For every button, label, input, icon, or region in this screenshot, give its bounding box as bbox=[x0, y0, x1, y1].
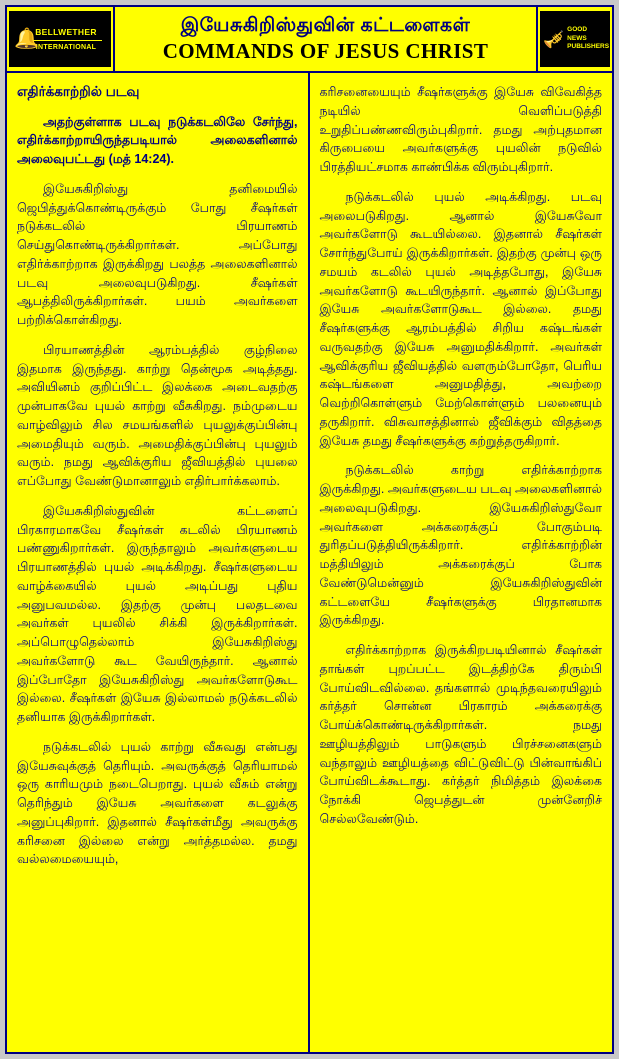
paragraph: நடுக்கடலில் காற்று எதிர்க்காற்றாக இருக்கிறது. அவர்களுடைய படவு அலைகளினால் அலைவுபடுகிறது. இயேசுகிறிஸ்துவோ அவர்களை அக்கரைக்குப் போகும்படி துரிதப்படுத்தியிருக்கிறார். எதிர்க்காற்றின் மத்தியிலும் அக்கரைக்குப் போக வேண்டுமென்னும் இயேசுகிறிஸ்துவின் கட்டளையே சீஷர்களுக்கு பிரதானமாக இருக்கிறது. bbox=[319, 463, 602, 628]
logo-left-divider bbox=[30, 40, 102, 41]
paragraph: இயேசுகிறிஸ்து தனிமையில் ஜெபித்துக்கொண்டிருக்கும் போது சீஷர்கள் நடுக்கடலில் பிரயாணம் செய்துகொண்டிருக்கிறார்கள். அப்போது எதிர்க்காற்றாக இருக்கிறது பலத்த அலைகளினால் படவு அலைவுபடுகிறது. சீஷர்கள் ஆபத்திலிருக்கிறார்கள். பயம் அவர்களை பற்றிக்கொள்கிறது. bbox=[17, 181, 298, 328]
page-title-english: COMMANDS OF JESUS CHRIST bbox=[162, 38, 489, 63]
logo-right-line3: PUBLISHERS bbox=[567, 43, 610, 51]
logo-left-line2: INTERNATIONAL bbox=[35, 44, 97, 51]
section-heading: எதிர்க்காற்றில் படவு bbox=[17, 84, 140, 99]
logo-left-line1: BELLWETHER bbox=[35, 27, 97, 37]
logo-right-line1: GOOD bbox=[567, 25, 588, 33]
left-column bbox=[7, 73, 310, 1052]
title-block bbox=[115, 7, 536, 71]
page-title-tamil: இயேசுகிறிஸ்துவின் கட்டளைகள் bbox=[180, 15, 471, 36]
publisher-logo-right bbox=[536, 7, 612, 71]
paragraph: பிரயாணத்தின் ஆரம்பத்தில் குழ்நிலை இதமாக இருந்தது. காற்று தென்மூக அடித்தது. அவியினம் குறிப்பிட்ட இலக்கை அடைவதற்கு முன்பாகவே புயல் காற்று வீசுகிறது. நம்முடைய வாழ்விலும் சில சமயங்களில் புயலுக்குப்பின்பு அமைதியும் வரும். அமைதிக்குப்பின்பு புயலும் வரும். நமது ஆவிக்குரிய ஜீவியத்தில் புயலை எப்போது வேண்டுமானாலும் எதிர்பார்க்கலாம். bbox=[17, 342, 298, 489]
trumpet-icon: 🎺 bbox=[543, 29, 565, 49]
paragraph: இயேசுகிறிஸ்துவின் கட்டளைப் பிரகாரமாகவே சீஷர்கள் கடலில் பிரயாணம் பண்ணுகிறார்கள். இருந்தாலும் அவர்களுடைய பிரயாணத்தில் புயல் அடிக்கிறது. சீஷர்களுடைய வாழ்க்கையில் புயல் அடிப்பது புதிய அனுபவமல்ல. இதற்கு முன்பு பலதடவை அவர்கள் புயலில் சிக்கி இருக்கிறார்கள். அப்பொழுதெல்லாம் இயேசுகிறிஸ்து அவர்களோடு கூட வேயிருந்தார். ஆனால் இப்போதோ இயேசுகிறிஸ்து அவர்களோடுகூட இல்லை. சீஷர்கள் இயேசு இல்லாமல் நடுக்கடலில் தனியாக இருக்கிறார்கள். bbox=[17, 503, 298, 725]
header bbox=[7, 7, 612, 73]
scripture-quote: அதற்குள்ளாக படவு நடுக்கடலிலே சேர்ந்து, எதிர்க்காற்றாயிருந்தபடியால் அலைகளினால் அலைவுபட்டது (மத் 14:24). bbox=[17, 114, 298, 167]
paragraph: கரிசனையையும் சீஷர்களுக்கு இயேசு விவேகித்த நடியில் வெளிப்படுத்தி உறுதிப்பண்ணவிரும்புகிறார். தமது அற்புதமான கிருபையை அவர்களுக்கு புயலின் நடுவில் பிரத்தியட்சமாக காண்பிக்க விரும்புகிறார். bbox=[319, 85, 602, 174]
article-body bbox=[7, 73, 612, 1052]
bell-icon: 🔔 bbox=[14, 28, 39, 50]
tract-sheet bbox=[5, 5, 614, 1054]
publisher-logo-left bbox=[7, 7, 115, 71]
logo-right-line2: NEWS bbox=[567, 34, 587, 42]
paragraph: நடுக்கடலில் புயல் காற்று வீசுவது என்பது இயேசுவுக்குத் தெரியும். அவருக்குத் தெரியாமல் ஒரு காரியமும் நடைபெறாது. புயல் வீசும் என்று தெரிந்தும் இயேசு அவர்களை கடலுக்கு அனுப்புகிறார். இதனால் சீஷர்கள்மீது அவருக்கு கரிசனை இல்லை என்று அர்த்தமல்ல. தமது வல்லமையையும், bbox=[17, 739, 298, 867]
right-column bbox=[310, 73, 613, 1052]
paragraph: எதிர்க்காற்றாக இருக்கிறபடியினால் சீஷர்கள் தாங்கள் புறப்பட்ட இடத்திற்கே திரும்பி போய்விடவில்லை. தங்களால் முடிந்தவரையிலும் கர்த்தர் சொன்ன பிரகாரம் அக்கரைக்கு போய்க்கொண்டிருக்கிறார்கள். நமது ஊழியத்திலும் பாடுகளும் பிரச்சனைகளும் வந்தாலும் ஊழியத்தை விட்டுவிட்டு பின்வாங்கிப் போய்விடக்கூடாது. கர்த்தர் நிமித்தம் இலக்கை நோக்கி ஜெபத்துடன் முன்னேறிச் செல்லவேண்டும். bbox=[319, 643, 602, 826]
paragraph: நடுக்கடலில் புயல் அடிக்கிறது. படவு அலைபடுகிறது. ஆனால் இயேசுவோ அவர்களோடு கூடயில்லை. இதனால் சீஷர்கள் சோர்ந்துபோய் இருக்கிறார்கள். இதற்கு முன்பு ஒரு சமயம் கடலில் புயல் அடித்தபோது, இயேசு அவர்களோடு கூடயிருந்தார். ஆனால் இப்போது இயேசு அவர்களோடுகூட இல்லை. தமது சீஷர்களுக்கு ஆரம்பத்தில் சிறிய கஷ்டங்கள் வருவதற்கு இயேசு அனுமதிக்கிறார். அவர்கள் ஆவிக்குரிய ஜீவியத்தில் வளரும்போதோ, பெரிய கஷ்டங்களை அனுமதித்து, அவற்றை வெற்றிகொள்ளும் மேற்கொள்ளும் பலனையும் தருகிறார். விசுவாசத்தினால் ஜீவிக்கும் விதத்தை இயேசு தமது சீஷர்களுக்கு கற்றுத்தருகிறார். bbox=[319, 189, 602, 448]
